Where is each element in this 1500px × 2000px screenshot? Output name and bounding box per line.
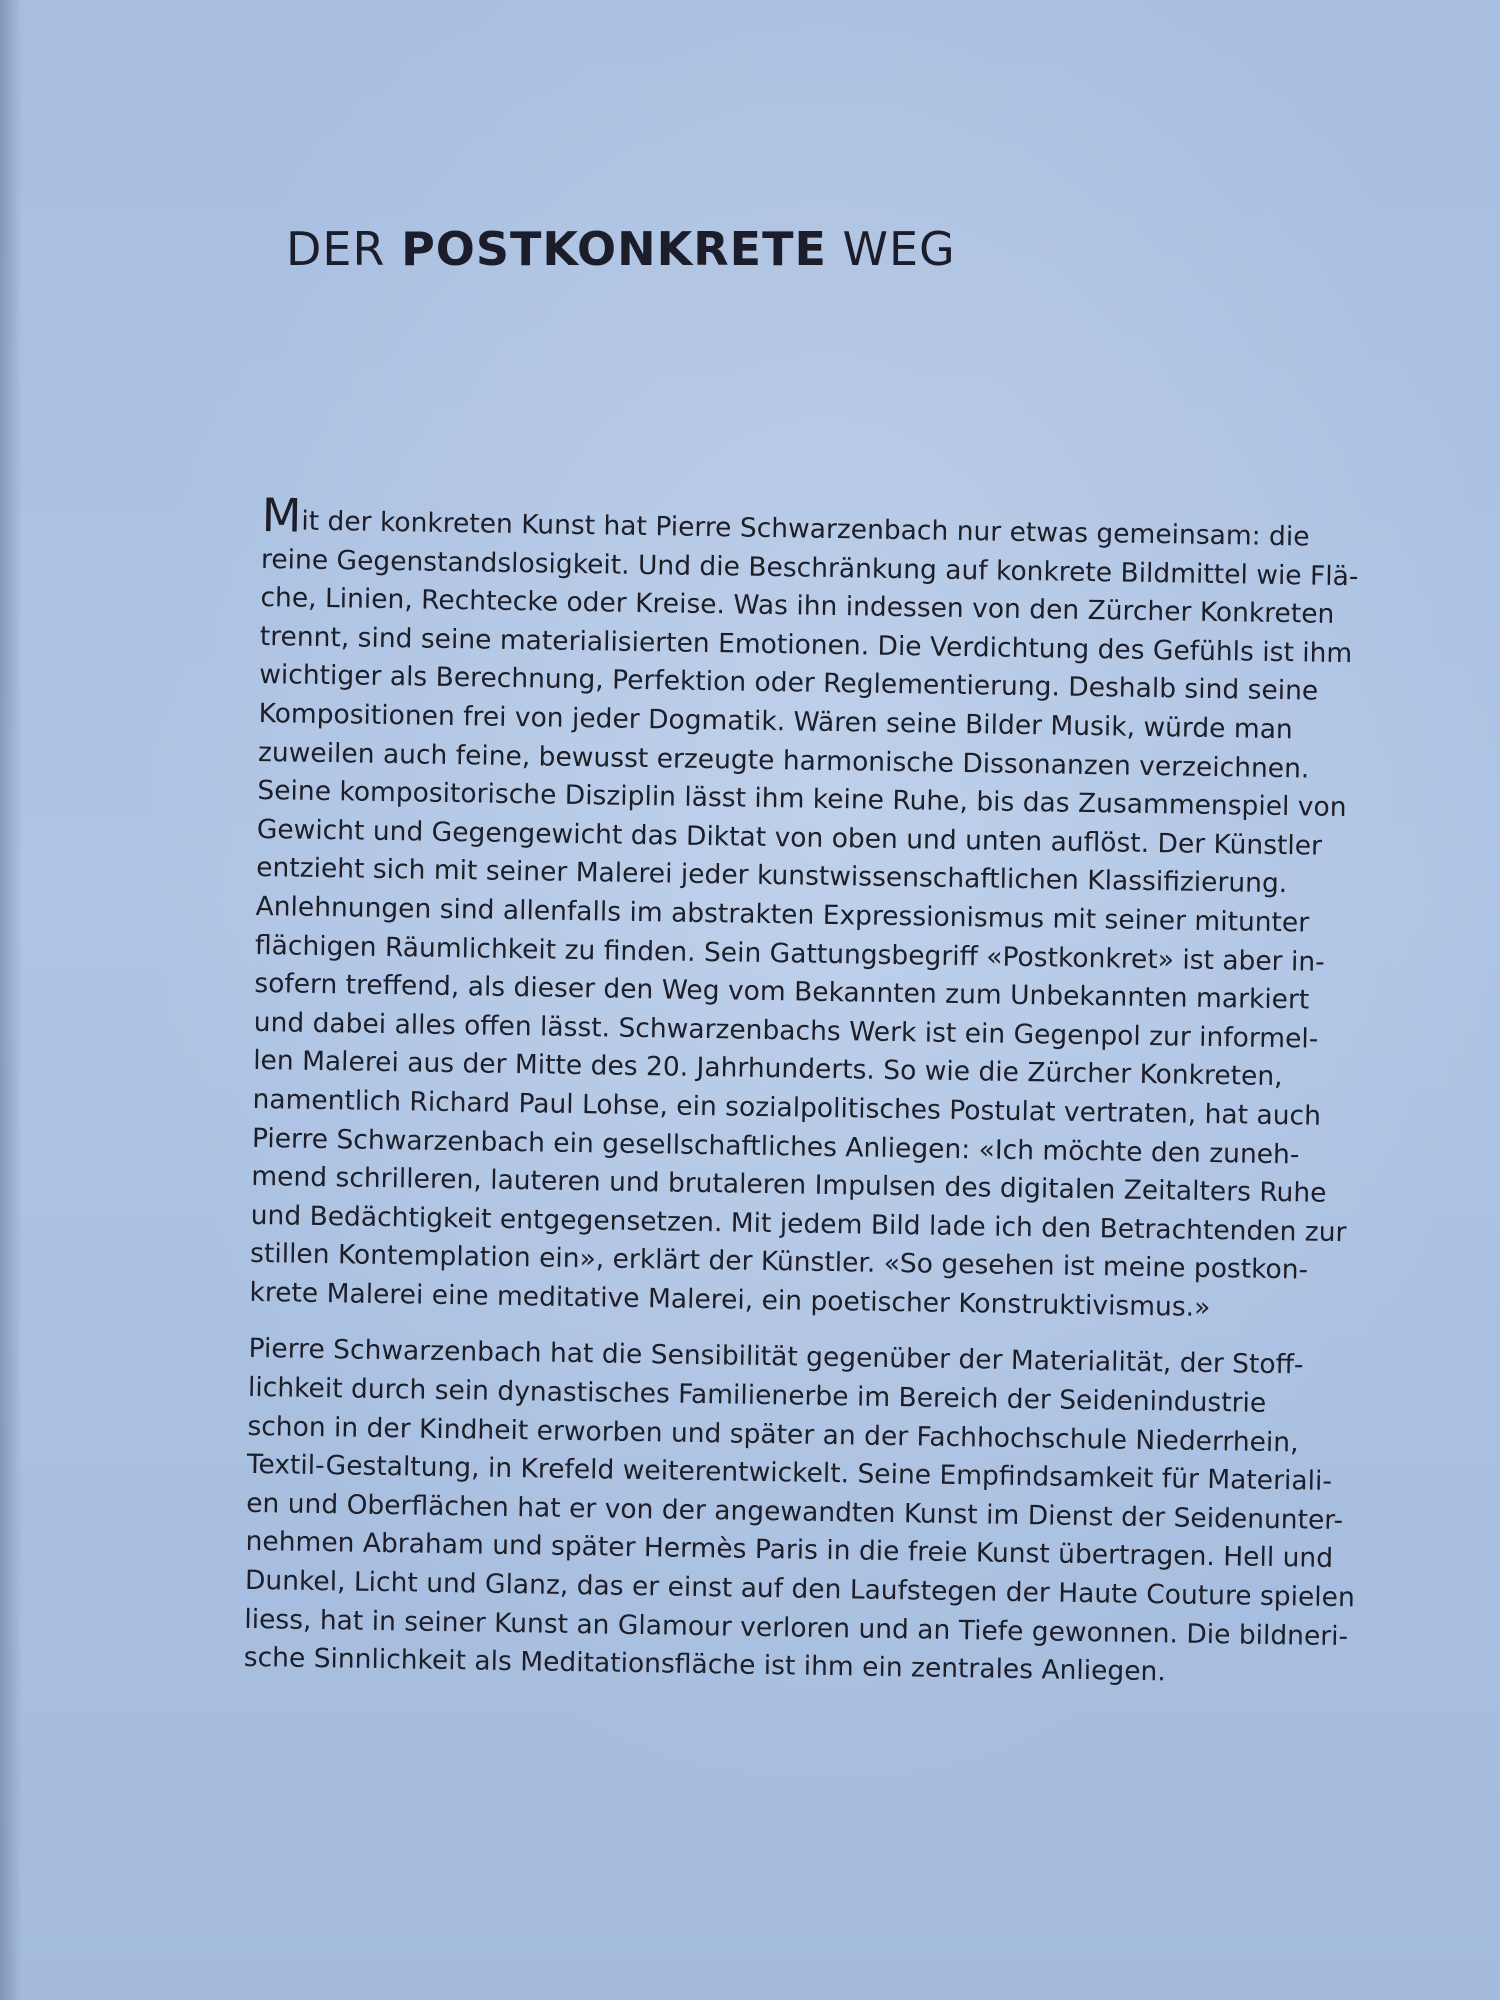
paragraph-2-line: Dunkel, Licht und Glanz, das er einst auf den Laufstegen der Haute Couture spielen [244,1564,1355,1614]
paragraph-1-line: trennt, sind seine materialisierten Emotionen. Die Verdichtung des Gefühls ist ihm [259,620,1353,669]
paragraph-1-line: Anlehnungen sind allenfalls im abstrakten Expressionismus mit seiner mitunter [255,890,1310,939]
paragraph-1-line: und Bedächtigkeit entgegensetzen. Mit jedem Bild lade ich den Betrachtenden zur [250,1199,1347,1248]
paragraph-1-line: namentlich Richard Paul Lohse, ein sozialpolitisches Postulat vertraten, hat auch [252,1083,1322,1132]
paragraph-1-line: flächigen Räumlichkeit zu finden. Sein Gattungsbegriff «Postkonkret» ist aber in- [254,929,1325,978]
paragraph-1-line: Seine kompositorische Disziplin lässt ihm keine Ruhe, bis das Zusammenspiel von [257,775,1347,824]
paragraph-1-line: Kompositionen frei von jeder Dogmatik. Wären seine Bilder Musik, würde man [258,697,1293,746]
paragraph-1-line: len Malerei aus der Mitte des 20. Jahrhunderts. So wie die Zürcher Konkreten, [252,1045,1283,1093]
paragraph-2-line: liess, hat in seiner Kunst an Glamour verloren und an Tiefe gewonnen. Die bildneri- [244,1603,1349,1652]
paragraph-1-line: sofern treffend, als dieser den Weg vom Bekannten zum Unbekannten markiert [254,968,1310,1016]
title-part-1: DER [286,222,402,276]
paragraph-2-line: Textil-Gestaltung, in Krefeld weiterentwickelt. Seine Empfindsamkeit für Materiali- [246,1449,1333,1498]
paragraph-2-line: sche Sinnlichkeit als Meditationsfläche ist ihm ein zentrales Anliegen. [243,1642,1166,1688]
paragraph-2-line: schon in der Kindheit erworben und später an der Fachhochschule Niederrhein, [247,1410,1299,1459]
title-part-3: WEG [826,222,956,276]
paragraph-1-line: krete Malerei eine meditative Malerei, ein poetischer Konstruktivismus.» [249,1276,1211,1323]
page-edge-shadow [0,0,22,2000]
paragraph-1-line: zuweilen auch feine, bewusst erzeugte harmonische Dissonanzen verzeichnen. [257,736,1310,785]
paragraph-2-line: nehmen Abraham und später Hermès Paris in die freie Kunst übertragen. Hell und [245,1526,1334,1575]
paragraph-1-line: stillen Kontemplation ein», erklärt der Künstler. «So gesehen ist meine postkon- [249,1238,1309,1286]
paragraph-1-line: und dabei alles offen lässt. Schwarzenbachs Werk ist ein Gegenpol zur informel- [253,1006,1319,1055]
line-text: it der konkreten Kunst hat Pierre Schwarzenbach nur etwas gemeinsam: die [301,505,1310,553]
paragraph-1-line: mend schrilleren, lauteren und brutaleren Impulsen des digitalen Zeitalters Ruhe [251,1161,1327,1209]
title-part-bold: POSTKONKRETE [401,222,827,276]
paragraph-1-line: che, Linien, Rechtecke oder Kreise. Was ihn indessen von den Zürcher Konkreten [260,582,1335,631]
paragraph-1-line: Pierre Schwarzenbach ein gesellschaftliches Anliegen: «Ich möchte den zuneh- [251,1122,1300,1170]
paragraph-1-line: wichtiger als Berechnung, Perfektion oder Reglementierung. Deshalb sind seine [259,659,1319,707]
paragraph-1-line: entzieht sich mit seiner Malerei jeder kunstwissenschaftlichen Klassifizierung. [255,852,1288,900]
paragraph-2 [243,1330,1398,1695]
body-text [243,488,1411,1696]
paragraph-1-line: reine Gegenstandslosigkeit. Und die Beschränkung auf konkrete Bildmittel wie Flä- [260,543,1359,592]
paragraph-2-line: en und Oberflächen hat er von der angewandten Kunst im Dienst der Seidenunter- [245,1487,1344,1536]
paragraph-2-line: Pierre Schwarzenbach hat die Sensibilität gegenüber der Materialität, der Stoff- [248,1333,1304,1381]
initial-letter: M [261,488,302,543]
paragraph-2-line: lichkeit durch sein dynastisches Familienerbe im Bereich der Seidenindustrie [247,1371,1267,1419]
page-title [286,222,956,276]
paragraph-1 [249,488,1412,1330]
paragraph-1-line: Gewicht und Gegengewicht das Diktat von oben und unten auflöst. Der Künstler [256,813,1323,862]
